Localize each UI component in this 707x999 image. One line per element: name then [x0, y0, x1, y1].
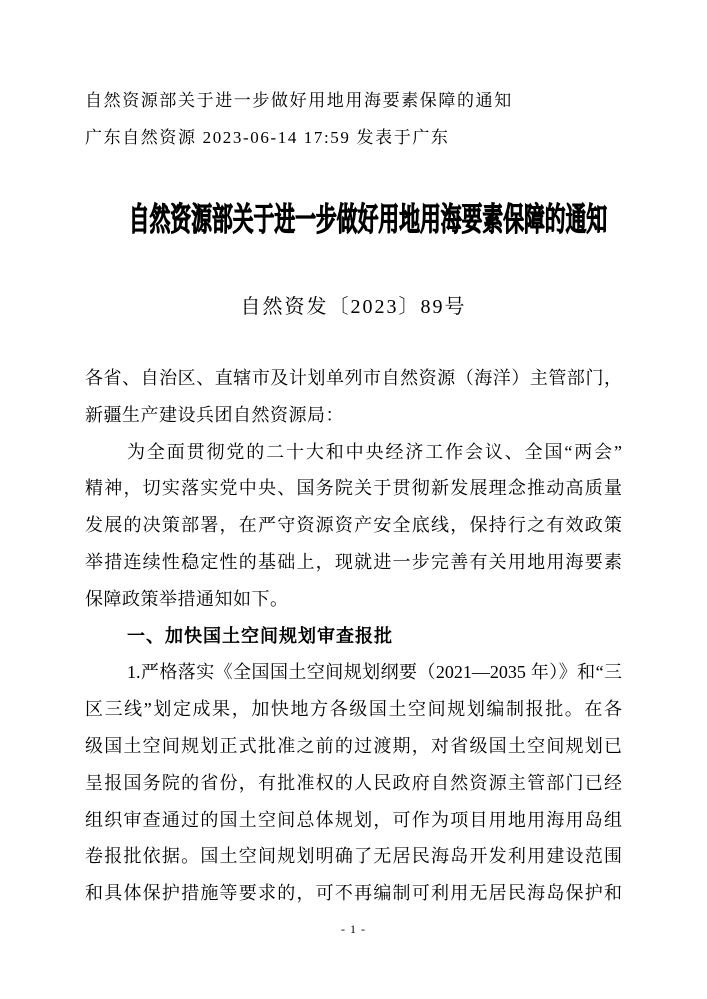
- section-heading: 一、加快国土空间规划审查报批: [127, 625, 393, 646]
- account-name: 广东自然资源: [85, 128, 197, 147]
- body-line: 和具体保护措施等要求的，可不再编制可利用无居民海岛保护和: [85, 883, 622, 904]
- body-line: 区三线”划定成果，加快地方各级国土空间规划编制报批。在各: [85, 699, 622, 720]
- article-title: [0, 198, 707, 240]
- meta-title-line: 自然资源部关于进一步做好用地用海要素保障的通知: [85, 91, 513, 110]
- body-line: 精神，切实落实党中央、国务院关于贯彻新发展理念推动高质量: [85, 478, 622, 499]
- page-number: - 1 -: [341, 922, 366, 936]
- body-line: 各省、自治区、直辖市及计划单列市自然资源（海洋）主管部门，: [85, 368, 622, 388]
- publish-datetime: 2023-06-14 17:59: [202, 128, 351, 147]
- body-line: 级国土空间规划正式批准之前的过渡期，对省级国土空间规划已: [85, 735, 622, 756]
- article-title-text: 自然资源部关于进一步做好用地用海要素保障的通知: [128, 201, 608, 237]
- document-body: [85, 360, 622, 912]
- body-line: 新疆生产建设兵团自然资源局：: [85, 404, 344, 425]
- document-number: 自然资发〔2023〕89号: [240, 296, 467, 318]
- meta-source-line: [85, 119, 622, 156]
- article-meta: [85, 82, 622, 156]
- body-line: 1.严格落实《全国国土空间规划纲要（2021—2035 年）》和“三: [127, 662, 622, 683]
- body-line: 组织审查通过的国土空间总体规划，可作为项目用地用海用岛组: [85, 809, 622, 830]
- publish-location: 发表于广东: [356, 128, 450, 147]
- body-line: 发展的决策部署，在严守资源资产安全底线，保持行之有效政策: [85, 515, 622, 536]
- body-line: 呈报国务院的省份，有批准权的人民政府自然资源主管部门已经: [85, 772, 622, 793]
- body-line: 举措连续性稳定性的基础上，现就进一步完善有关用地用海要素: [85, 551, 622, 572]
- body-line: 为全面贯彻党的二十大和中央经济工作会议、全国“两会”: [127, 441, 622, 462]
- body-line: 保障政策举措通知如下。: [85, 588, 289, 609]
- body-line: 卷报批依据。国土空间规划明确了无居民海岛开发利用建设范围: [85, 846, 622, 867]
